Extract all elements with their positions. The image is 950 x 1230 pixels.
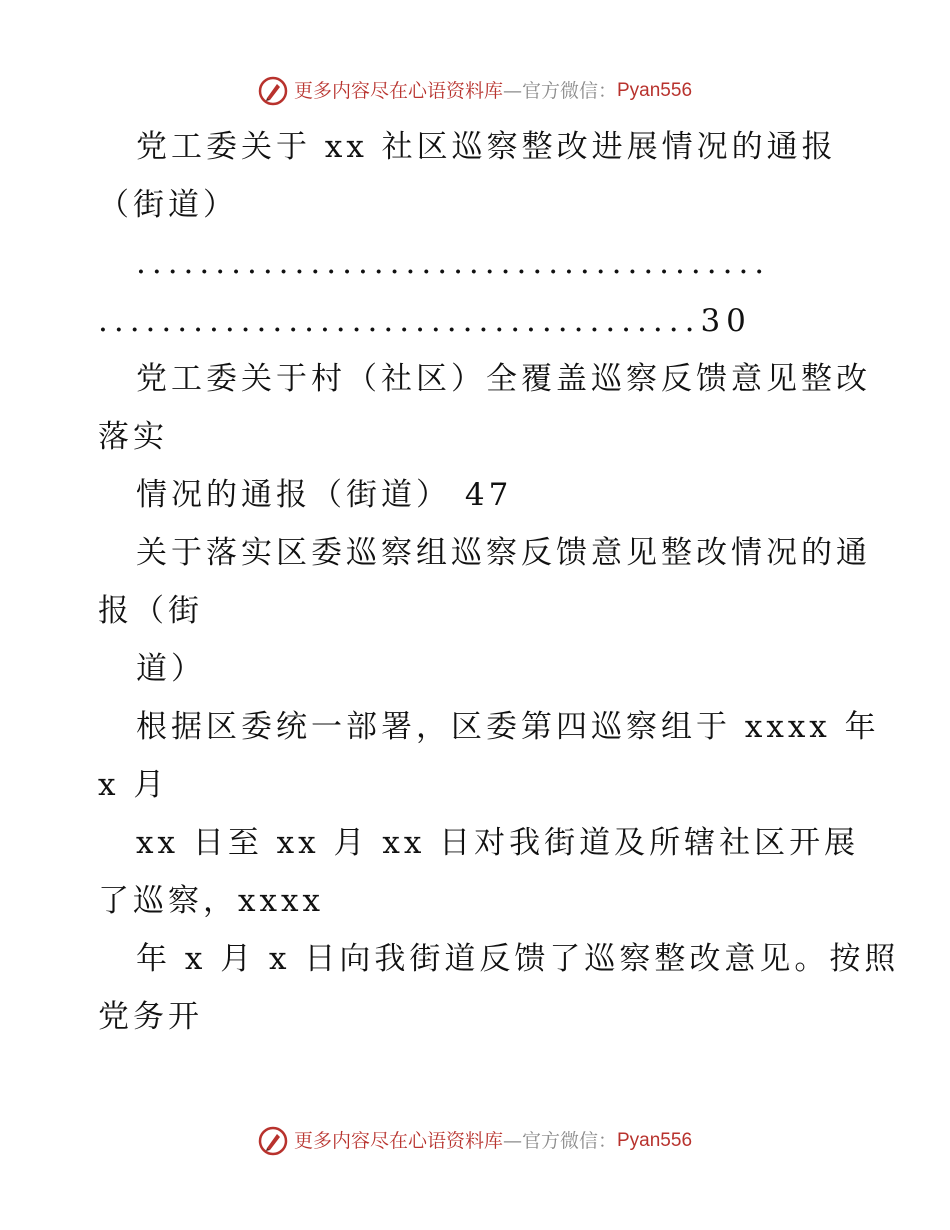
text-line: 关于落实区委巡察组巡察反馈意见整改情况的通 xyxy=(136,535,871,571)
text-line: 党务开 xyxy=(98,999,203,1035)
text-line: x 月 xyxy=(98,767,169,803)
banner-wechat: 官方微信： xyxy=(521,1130,617,1152)
text-line: 情况的通报（街道） 47 xyxy=(136,477,513,513)
text-line: 党工委关于 xx 社区巡察整改进展情况的通报 xyxy=(136,129,837,165)
document-body xyxy=(98,118,900,1046)
banner-separator: — xyxy=(502,80,522,102)
header-banner xyxy=(0,76,950,106)
banner-wechat: 官方微信： xyxy=(521,80,617,102)
toc-leader-line: ......................................30 xyxy=(98,303,752,339)
banner-wechat-id: Pyan556 xyxy=(617,1130,693,1151)
text-line: 道） xyxy=(136,651,206,687)
text-line: 报（街 xyxy=(98,593,203,629)
text-line: xx 日至 xx 月 xx 日对我街道及所辖社区开展 xyxy=(136,825,860,861)
text-line: 年 x 月 x 日向我街道反馈了巡察整改意见。按照 xyxy=(136,941,900,977)
text-line: 了巡察，xxxx xyxy=(98,883,324,919)
text-line: （街道） xyxy=(98,187,238,223)
toc-leader-line: ........................................ xyxy=(136,245,771,281)
banner-wechat-id: Pyan556 xyxy=(617,80,693,101)
text-line: 落实 xyxy=(98,419,168,455)
banner-separator: — xyxy=(502,1130,522,1152)
pen-logo-icon xyxy=(258,1126,288,1156)
banner-brand: 更多内容尽在心语资料库 xyxy=(293,1130,503,1152)
text-line: 根据区委统一部署，区委第四巡察组于 xxxx 年 xyxy=(136,709,880,745)
pen-logo-icon xyxy=(258,76,288,106)
banner-brand: 更多内容尽在心语资料库 xyxy=(293,80,503,102)
footer-banner xyxy=(0,1126,950,1156)
text-line: 党工委关于村（社区）全覆盖巡察反馈意见整改 xyxy=(136,361,871,397)
